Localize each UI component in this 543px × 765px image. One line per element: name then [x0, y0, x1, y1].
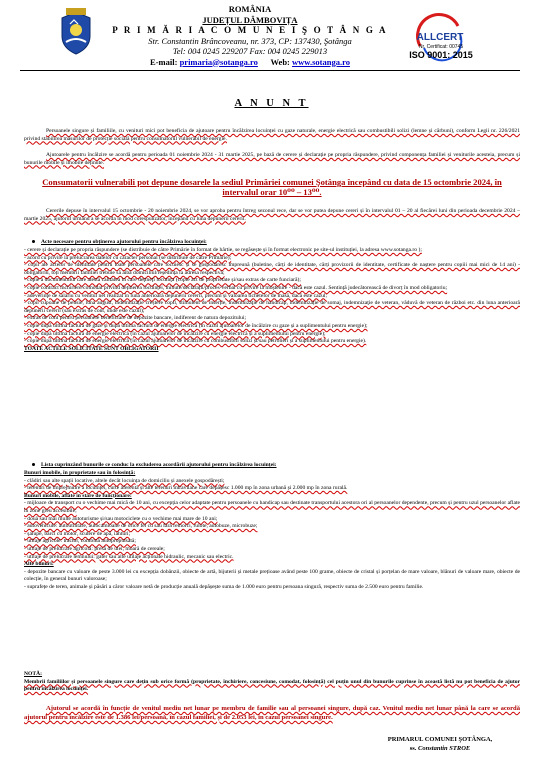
web-label: Web: [270, 56, 290, 67]
note-label: NOTĂ: [24, 671, 43, 677]
coat-of-arms-icon [56, 8, 96, 56]
signature-name-line [360, 744, 520, 753]
cert-logo-text: ALLCERT [416, 32, 464, 43]
list-item: - copie contract închiriere/comodat privind deținerea locuinței, minute/declarații/proces-verbal cu privire la moștenire - dacă este cazul. Sentință judecătorească de divorț în mod obligatoriu; [24, 284, 448, 291]
institution-name: P R I M Ă R I A C O M U N E I Ş O T Â N G A [112, 25, 388, 35]
deposit-paragraph: Cererile depuse în intervalul 15 octombrie - 20 noiembrie 2024, se vor aproba pentru întreg sezonul rece, dar se vor putea depune cereri și în intervalul 01 – 20 al fiecărei luni din perioada decembrie 2024 – martie 2025, ajutorul urmând a se acorda în mod corespunzător, începând cu luna depunerii cererii. [24, 208, 520, 222]
exclusion-list [24, 470, 520, 592]
list-item: - suprafețe de teren, animale și păsări a căror valoare netă de producție anuală depășește suma de 1.000 euro pentru persoana singură, respectiv suma de 2.500 euro pentru familie. [24, 583, 424, 590]
country-line: ROMÂNIA [228, 4, 272, 14]
deposit-heading: Consumatorii vulnerabili pot depune dosarele la sediul Primăriei comunei Şotânga începând cu data de 15 octombrie 2024, în intervalul orar 10⁰⁰ – 13⁰⁰. [42, 177, 502, 197]
list-item: - șalupe, bărci cu motor, scutere de apă, iahturi; [24, 530, 131, 537]
note-block [24, 671, 520, 694]
exclusion-title: Lista cuprinzând bunurile ce conduc la excluderea acordării ajutorului pentru încălzirea locuinței: [24, 462, 520, 470]
institution-header [100, 4, 400, 67]
bullet-icon [32, 463, 35, 466]
address-line: Str. Constantin Brâncoveanu, nr. 373, CP: 137430, Şotânga [148, 35, 352, 46]
county-line: JUDEȚUL DÂMBOVIȚA [202, 14, 298, 25]
list-item: - copie a documentului care atestă calitatea în care deţineţi locuinţa (copie act de proprietate și/sau extras de carte funciară); [24, 277, 301, 284]
list-item: - cerere și declarație pe propria răspundere (se distribuie de către Primărie în format de hârtie, se regăsește și în format electronic pe site-ul instituției, la adresa www.sotanga.ro ); [24, 247, 422, 253]
signature-prefix: ss. [409, 745, 417, 752]
list-item: - extras de cont pentru persoanele beneficiare de depozite bancare, indiferent de natura depozitului; [24, 315, 247, 322]
signature-block [360, 735, 520, 753]
list-item: - adeverinţe de salariu cu venitul net realizat în luna anterioară depunerii cererii, precum și valoarea tichetelor de masă, dacă este cazul; [24, 292, 327, 299]
contact-line [100, 57, 400, 68]
list-item: - utilaje de prelucrare lemnului: gater sau alte utilaje acționate hidraulic, mecanic sau electric. [24, 553, 234, 560]
list-item: - acord cu privire la prelucrarea datelor cu caracter personal (se distribuie de către Primărie); [24, 254, 232, 261]
iso-label: ISO 9001: 2015 [409, 50, 473, 60]
category-immovable: Bunuri imobile, în proprietate sau în folosință: [24, 470, 136, 476]
list-item: - utilaje de prelucrare agricolă: presă de ulei, moară de cereale; [24, 545, 165, 552]
documents-list [24, 247, 520, 353]
bullet-icon [32, 240, 35, 243]
certificate-number: Nr. Certificat: 00745 [418, 44, 464, 50]
category-movable: Bunuri mobile, aflate în stare de funcționare: [24, 492, 132, 499]
intro-paragraph-2: Ajutoarele pentru încălzire se acordă pentru perioada 01 noiembrie 2024 - 31 martie 2025, pe bază de cerere și declarație pe propria răspundere, privind componența familiei și veniturile acesteia, precum și bunurile mobile și imobile deținute. [24, 152, 520, 166]
signature-name: Constantin STROE [418, 745, 471, 752]
list-item: - terenuri de împrejmuire a locuinței, curte aferentă și alte terenuri intravilane care depășesc 1.000 mp în zona urbană și 2.000 mp în zona rurală. [24, 485, 348, 492]
header-divider [20, 70, 520, 71]
website-link[interactable]: www.sotanga.ro [292, 56, 350, 67]
email-label: E-mail: [150, 56, 178, 67]
page-title: A N U N T [234, 98, 309, 109]
signature-role: PRIMARUL COMUNEI ŞOTÂNGA, [387, 736, 493, 743]
intro-paragraph-1: Persoanele singure și familiile, cu venituri mici pot beneficia de ajutoare pentru încălzirea locuinței cu gaze naturale, energie electrică sau combustibili solizi (lemne și cărbuni), conform Legii nr. 226/2021 privind stabilirea măsurilor de protecție socială pentru consumatorul vulnerabil de energie. [24, 128, 520, 142]
list-item: - copii ale actelor de identitate pentru toate persoanele care locuiesc și se gospodăresc împreună (buletine, cărți de identitate, cărți provizorii de identitate, certificate de naștere pentru copiii mai mici de 14 ani) - obligatoriu, toți membrii familiei trebuie să aibă domiciliul/reședința la adresa respectivă; [24, 262, 520, 276]
list-item: - depozite bancare cu valoare de peste 3.000 lei cu excepția dobânzii, obiecte de artă, bijuterii și metale prețioase având peste 100 grame, obiecte de cristal și porțelan de mare valoare, blănuri de valoare mare, obiecte de colecție, în general bunuri valoroase; [24, 568, 520, 583]
email-link[interactable]: primaria@sotanga.ro [179, 56, 258, 67]
list-item: - copie după ultima factură de energie electrică (în cazul ajutoarelor de încălzire cu energie electrică și a suplimentului pentru energie); [24, 330, 326, 337]
list-item: - copie după ultima factură de gaze și după ultima factură de energie electrică (în cazul ajutoarelor de încălzire cu gaze și a suplimentului pentru energie); [24, 322, 368, 329]
phone-fax-line: Tel: 004 0245 229207 Fax: 004 0245 229013 [172, 46, 328, 56]
category-other: Alte bunuri: [24, 561, 54, 568]
list-item: - utilaje agricole: tractor, combină autopropulsată; [24, 538, 136, 545]
list-item: - clădiri sau alte spații locative, altele decât locuința de domiciliu și anexele gospodărești; [24, 477, 225, 484]
list-item: - copii cupoane de pensie, luna august, indemnizație creștere copil, stimulent de inserție, indemnizaţie de handicap, indemnizație de somaj, indemnizaţie de veteran, văduvă de veteran de război etc. din luna anterioară depunerii cererii (sau extras de cont, unde este cazul); [24, 300, 520, 314]
list-item: - copie după ultima factură de energie electrică (în cazul ajutoarelor de încălzire cu combustibili solizi și/sau petrolieri și a suplimentului pentru energie). [24, 338, 367, 345]
list-item: - mijloace de transport cu o vechime mai mică de 10 ani, cu excepția celor adaptate pentru persoanele cu handicap sau destinate transportului acestora ori al persoanelor dependente, precum și pentru uzul persoanelor aflate în zone greu accesibile; [24, 500, 520, 514]
documents-note: TOATE ACTELE SOLICITATE SUNT OBLIGATORII [24, 345, 159, 352]
note-text: Membrii familiilor și persoanele singure care dețin sub orice formă (proprietate, închiriere, concesiune, comodat, folosință) cel puțin unul din bunurile cuprinse în această listă nu pot beneficia de ajutor pentru încălzirea locuinței. [24, 678, 520, 693]
list-item: - două sau mai multe autoturisme și/sau motociclete cu o vechime mai mare de 10 ani; [24, 515, 218, 522]
documents-title: Acte necesare pentru obținerea ajutorului pentru încălzirea locuinței: [24, 239, 520, 247]
list-item: - autovehicule: autoutilitare, autocamioane de orice fel cu sau fără remorci, rulote, autobuze, microbuze; [24, 523, 258, 530]
final-paragraph: Ajutorul se acordă în funcție de venitul mediu net lunar pe membru de familie sau al persoanei singure, după caz. Venitul mediu net lunar până la care se acordă ajutorul pentru încălzire este de 1.386 lei/persoană, în cazul familiei, și de 2.053 lei, în cazul persoanei singure. [24, 705, 520, 721]
